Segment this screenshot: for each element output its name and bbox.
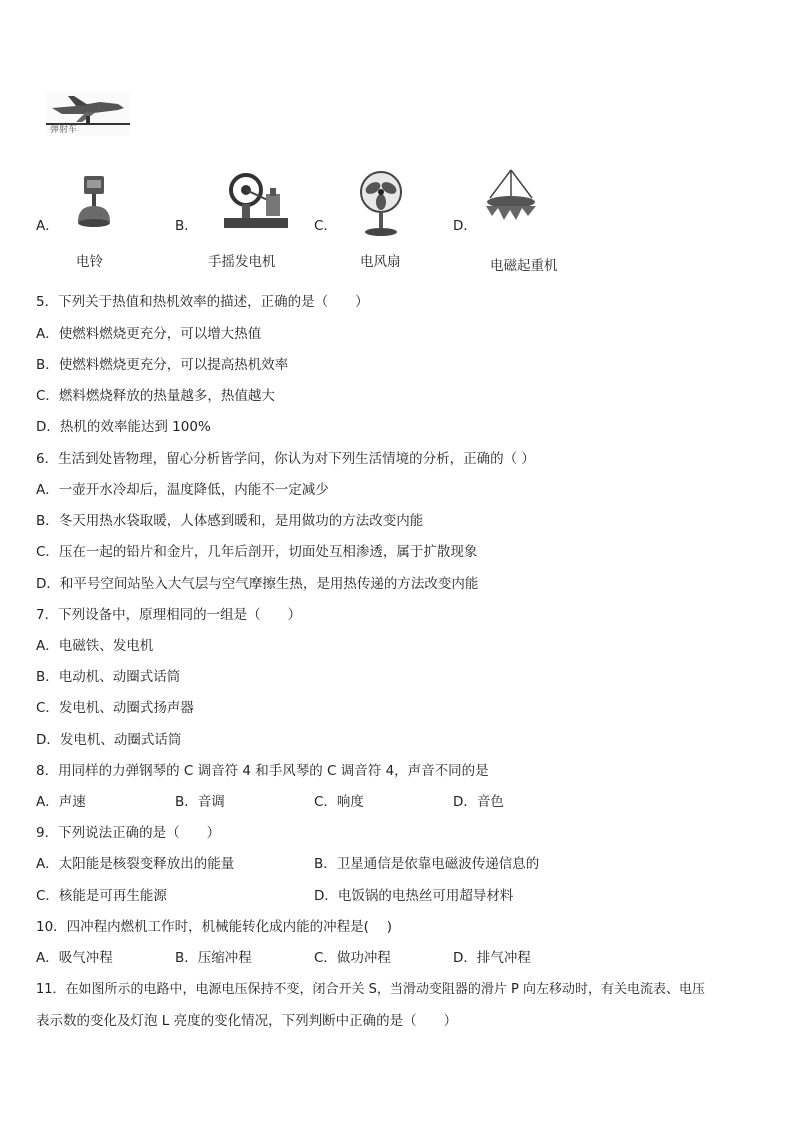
question-6-stem: 6．生活到处皆物理，留心分析皆学问，你认为对下列生活情境的分析，正确的（ ） bbox=[36, 451, 535, 467]
question-9-option-d: D．电饭锅的电热丝可用超导材料 bbox=[314, 888, 514, 904]
question-5-option-b: B．使燃料燃烧更充分，可以提高热机效率 bbox=[36, 357, 289, 373]
electromagnetic-crane-figure bbox=[478, 168, 544, 232]
question-11-stem-line-2: 表示数的变化及灯泡 L 亮度的变化情况，下列判断中正确的是（ ） bbox=[36, 1013, 458, 1029]
question-7-option-c: C．发电机、动圈式扬声器 bbox=[36, 700, 194, 716]
question-7-stem: 7．下列设备中，原理相同的一组是（ ） bbox=[36, 607, 302, 623]
electromagnetic-crane-icon bbox=[478, 168, 544, 228]
question-7-option-d: D．发电机、动圈式话筒 bbox=[36, 732, 182, 748]
question-9-option-b: B．卫星通信是依靠电磁波传递信息的 bbox=[314, 856, 540, 872]
question-10-option-b: B．压缩冲程 bbox=[175, 950, 252, 966]
electric-bell-caption: 电铃 bbox=[76, 254, 103, 270]
option-b-letter: B． bbox=[175, 218, 198, 234]
electric-fan-icon bbox=[355, 170, 407, 238]
launch-car-caption: 弹射车 bbox=[50, 125, 78, 135]
hand-generator-caption: 手摇发电机 bbox=[208, 254, 276, 270]
hand-generator-figure bbox=[222, 168, 290, 240]
question-6-option-c: C．压在一起的铅片和金片，几年后剖开，切面处互相渗透，属于扩散现象 bbox=[36, 544, 478, 560]
question-8-option-d: D．音色 bbox=[453, 794, 504, 810]
question-8-stem: 8．用同样的力弹钢琴的 C 调音符 4 和手风琴的 C 调音符 4，声音不同的是 bbox=[36, 763, 489, 779]
question-11-stem-line-1: 11．在如图所示的电路中，电源电压保持不变，闭合开关 S，当滑动变阻器的滑片 P 向左移动时，有关电流表、电压 bbox=[36, 982, 706, 997]
launch-car-figure bbox=[46, 92, 130, 136]
electromagnetic-crane-caption: 电磁起重机 bbox=[490, 258, 558, 274]
question-5-stem: 5．下列关于热值和热机效率的描述，正确的是（ ） bbox=[36, 294, 369, 310]
hand-generator-icon bbox=[222, 168, 290, 236]
electric-bell-figure bbox=[74, 170, 114, 240]
electric-fan-figure bbox=[355, 170, 407, 242]
question-5-option-c: C．燃料燃烧释放的热量越多，热值越大 bbox=[36, 388, 275, 404]
option-c-letter: C． bbox=[314, 218, 337, 234]
question-7-option-a: A．电磁铁、发电机 bbox=[36, 638, 154, 654]
option-d-letter: D． bbox=[453, 218, 477, 234]
question-10-option-c: C．做功冲程 bbox=[314, 950, 391, 966]
question-8-option-c: C．响度 bbox=[314, 794, 364, 810]
electric-bell-icon bbox=[74, 170, 114, 236]
question-8-option-a: A．声速 bbox=[36, 794, 86, 810]
question-5-option-a: A．使燃料燃烧更充分，可以增大热值 bbox=[36, 326, 262, 342]
question-10-option-a: A．吸气冲程 bbox=[36, 950, 113, 966]
question-8-option-b: B．音调 bbox=[175, 794, 225, 810]
option-a-letter: A． bbox=[36, 218, 59, 234]
question-5-option-d: D．热机的效率能达到 100% bbox=[36, 419, 211, 435]
question-6-option-d: D．和平号空间站坠入大气层与空气摩擦生热，是用热传递的方法改变内能 bbox=[36, 576, 479, 592]
question-9-stem: 9．下列说法正确的是（ ） bbox=[36, 825, 221, 841]
question-9-option-a: A．太阳能是核裂变释放出的能量 bbox=[36, 856, 235, 872]
question-9-option-c: C．核能是可再生能源 bbox=[36, 888, 167, 904]
question-6-option-b: B．冬天用热水袋取暖，人体感到暖和，是用做功的方法改变内能 bbox=[36, 513, 424, 529]
question-10-option-d: D．排气冲程 bbox=[453, 950, 531, 966]
question-6-option-a: A．一壶开水冷却后，温度降低，内能不一定减少 bbox=[36, 482, 329, 498]
question-7-option-b: B．电动机、动圈式话筒 bbox=[36, 669, 181, 685]
question-10-stem: 10．四冲程内燃机工作时，机械能转化成内能的冲程是( ) bbox=[36, 919, 393, 935]
electric-fan-caption: 电风扇 bbox=[360, 254, 401, 270]
